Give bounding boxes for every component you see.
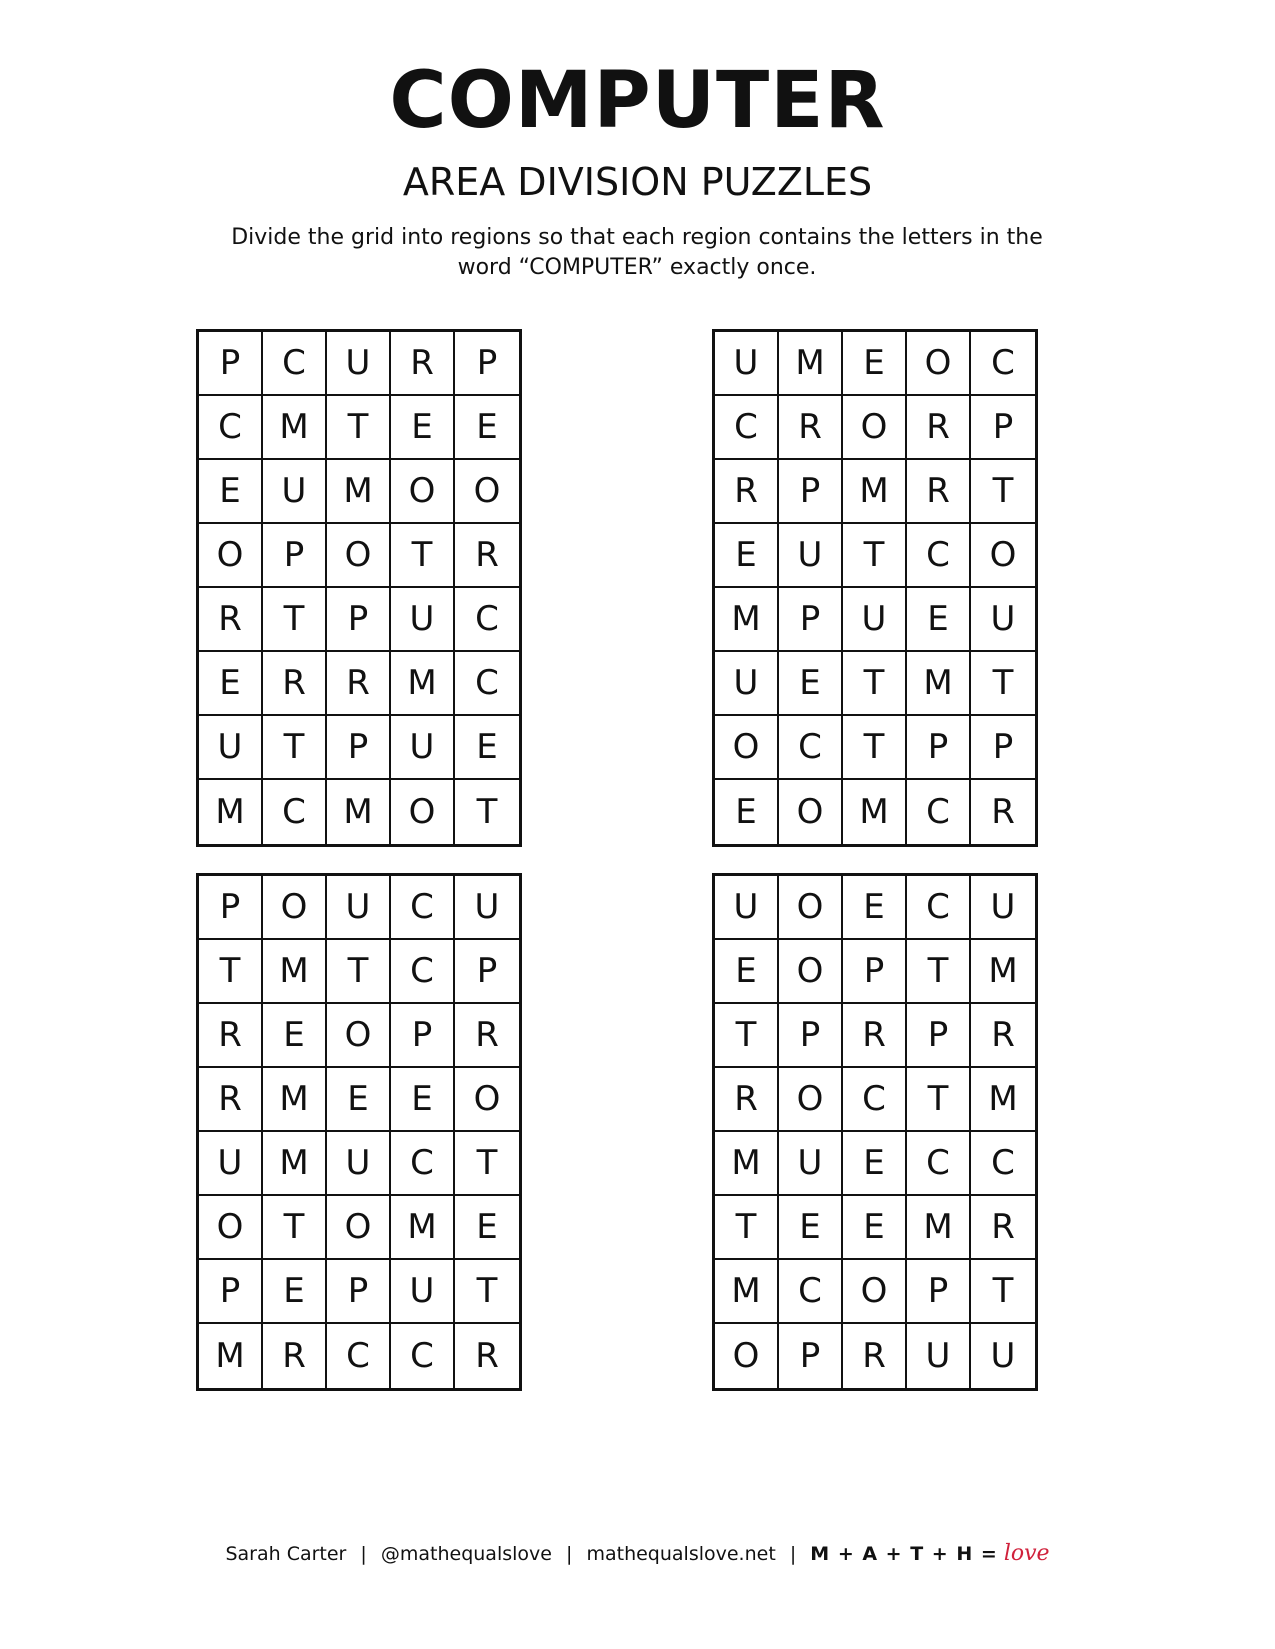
grid-cell: R [391,332,455,396]
grid-cell: T [715,1004,779,1068]
grid-cell: C [263,332,327,396]
grid-cell: O [391,460,455,524]
grid-cell: U [327,876,391,940]
grid-cell: E [843,1132,907,1196]
grid-cell: U [971,876,1035,940]
grid-cell: R [263,652,327,716]
grid-cell: T [971,1260,1035,1324]
grid-cell: U [907,1324,971,1388]
grid-cell: C [391,876,455,940]
grid-cell: T [327,396,391,460]
grid-cell: O [843,1260,907,1324]
grid-cell: E [391,396,455,460]
grid-cell: C [779,716,843,780]
grid-cell: O [391,780,455,844]
grid-cell: M [327,780,391,844]
grid-cell: O [199,1196,263,1260]
grid-cell: T [391,524,455,588]
grid-cell: T [907,1068,971,1132]
grid-cell: C [907,780,971,844]
grid-cell: E [843,876,907,940]
grid-cell: E [907,588,971,652]
grid-cell: U [990,1336,1016,1376]
grid-cell: T [263,588,327,652]
grid-cell: R [475,1336,499,1376]
grid-cell: U [199,1132,263,1196]
grid-cell: P [907,1260,971,1324]
footer [0,1540,1275,1568]
grid-cell: M [843,460,907,524]
grid-cell: O [327,1004,391,1068]
grid-cell: P [199,876,263,940]
grid-cell: U [391,588,455,652]
grid-cell: T [971,460,1035,524]
grid-cell: M [263,396,327,460]
grid-cell: P [391,1004,455,1068]
grid-cell: R [715,460,779,524]
grid-cell: C [907,524,971,588]
grid-cell: T [843,524,907,588]
grid-cell: C [199,396,263,460]
grid-cell: O [199,524,263,588]
grid-cell: E [455,716,519,780]
grid-cell: P [327,588,391,652]
grid-cell: P [779,1324,843,1388]
footer-brand-logo: M + A + T + H = [810,1543,998,1565]
grid-cell: E [843,332,907,396]
grid-cell: R [327,652,391,716]
grid-cell: U [455,876,519,940]
grid-cell: C [779,1260,843,1324]
grid-cell: M [263,940,327,1004]
grid-cell: U [715,652,779,716]
grid-cell: T [971,652,1035,716]
grid-cell: M [199,780,263,844]
grid-cell: P [327,1260,391,1324]
grid-cell: P [779,460,843,524]
grid-cell: C [843,1068,907,1132]
grid-cell: E [199,460,263,524]
page-title: COMPUTER [389,56,886,146]
grid-cell: T [715,1196,779,1260]
grid-cell: R [907,396,971,460]
grid-cell: M [907,652,971,716]
grid-cell: T [907,940,971,1004]
grid-cell: P [907,1004,971,1068]
grid-cell: O [715,1324,779,1388]
grid-cell: C [907,1132,971,1196]
grid-cell: R [199,1068,263,1132]
grid-cell: R [971,1004,1035,1068]
grid-cell: M [715,1260,779,1324]
grid-cell: O [455,460,519,524]
grid-cell: R [843,1324,907,1388]
grid-cell: R [991,792,1015,832]
grid-cell: R [199,1004,263,1068]
grid-cell: U [327,1132,391,1196]
grid-cell: U [715,332,779,396]
footer-website: mathequalslove.net [586,1543,776,1565]
footer-separator: | [360,1543,367,1565]
grid-cell: C [327,1324,391,1388]
grid-cell: P [455,940,519,1004]
grid-cell: U [199,716,263,780]
footer-brand-love: love [1003,1541,1050,1566]
grid-cell: U [263,460,327,524]
grid-cell: U [391,1260,455,1324]
puzzle-grid-4 [712,873,1038,1391]
grid-cell: C [971,332,1035,396]
grid-cell: E [199,652,263,716]
grid-cell: O [327,1196,391,1260]
grid-cell: U [779,524,843,588]
grid-cell: P [843,940,907,1004]
grid-cell: E [263,1260,327,1324]
grid-cell: T [455,1260,519,1324]
grid-cell: M [715,1132,779,1196]
grid-cell: R [779,396,843,460]
grid-cell: M [779,332,843,396]
grid-cell: R [843,1004,907,1068]
grid-cell: O [779,940,843,1004]
grid-cell: E [715,780,779,844]
puzzle-grid-2 [712,329,1038,847]
grid-cell: R [199,588,263,652]
grid-cell: U [843,588,907,652]
grid-cell: E [779,652,843,716]
grid-cell: M [199,1324,263,1388]
footer-separator: | [789,1543,797,1565]
grid-cell: T [843,652,907,716]
grid-cell: E [455,1196,519,1260]
grid-cell: R [455,1004,519,1068]
puzzle-grid-1 [196,329,522,847]
grid-cell: C [263,780,327,844]
grid-cell: C [715,396,779,460]
grid-cell: P [907,716,971,780]
grid-cell: C [391,1324,455,1388]
grid-cell: O [455,1068,519,1132]
grid-cell: C [391,1132,455,1196]
grid-cell: M [327,460,391,524]
grid-cell: E [779,1196,843,1260]
grid-cell: C [971,1132,1035,1196]
grid-cell: C [455,652,519,716]
grid-cell: R [907,460,971,524]
grid-cell: O [843,396,907,460]
grid-cell: E [327,1068,391,1132]
grid-cell: T [263,716,327,780]
grid-cell: R [971,1196,1035,1260]
grid-cell: M [843,780,907,844]
footer-author: Sarah Carter [225,1543,347,1565]
grid-cell: O [907,332,971,396]
grid-cell: M [391,1196,455,1260]
grid-cell: T [843,716,907,780]
grid-cell: P [779,1004,843,1068]
grid-cell: M [971,1068,1035,1132]
grid-cell: O [715,716,779,780]
grid-cell: P [327,716,391,780]
grid-cell: U [391,716,455,780]
grid-cell: M [263,1068,327,1132]
grid-cell: P [971,396,1035,460]
grid-cell: C [907,876,971,940]
grid-cell: M [907,1196,971,1260]
grid-cell: T [327,940,391,1004]
grid-cell: U [779,1132,843,1196]
instructions-line-2: word “COMPUTER” exactly once. [457,255,817,280]
grid-cell: R [715,1068,779,1132]
grid-cell: T [455,1132,519,1196]
grid-cell: P [779,588,843,652]
footer-separator: | [566,1543,573,1565]
grid-cell: M [715,588,779,652]
grid-cell: E [715,524,779,588]
grid-cell: M [391,652,455,716]
grid-cell: C [455,588,519,652]
grid-cell: O [971,524,1035,588]
instructions-line-1: Divide the grid into regions so that each region contains the letters in the [231,225,1043,250]
grid-cell: E [391,1068,455,1132]
instructions [187,223,1087,283]
page-subtitle: AREA DIVISION PUZZLES [402,160,873,204]
grid-cell: C [391,940,455,1004]
grid-cell: O [263,876,327,940]
grid-cell: P [971,716,1035,780]
grid-cell: U [971,588,1035,652]
grid-cell: M [263,1132,327,1196]
grid-cell: U [327,332,391,396]
grid-cell: E [263,1004,327,1068]
grid-cell: U [715,876,779,940]
grid-cell: O [779,876,843,940]
grid-cell: T [476,792,498,832]
grid-cell: O [779,780,843,844]
grid-cell: P [455,332,519,396]
grid-cell: M [971,940,1035,1004]
grid-cell: P [199,332,263,396]
grid-cell: T [199,940,263,1004]
grid-cell: E [843,1196,907,1260]
puzzle-grid-3 [196,873,522,1391]
grid-cell: R [455,524,519,588]
grid-cell: E [715,940,779,1004]
grid-cell: E [455,396,519,460]
grid-cell: R [263,1324,327,1388]
grid-cell: P [199,1260,263,1324]
grid-cell: P [263,524,327,588]
grid-cell: O [327,524,391,588]
footer-handle: @mathequalslove [380,1543,552,1565]
grid-cell: O [779,1068,843,1132]
grid-cell: T [263,1196,327,1260]
